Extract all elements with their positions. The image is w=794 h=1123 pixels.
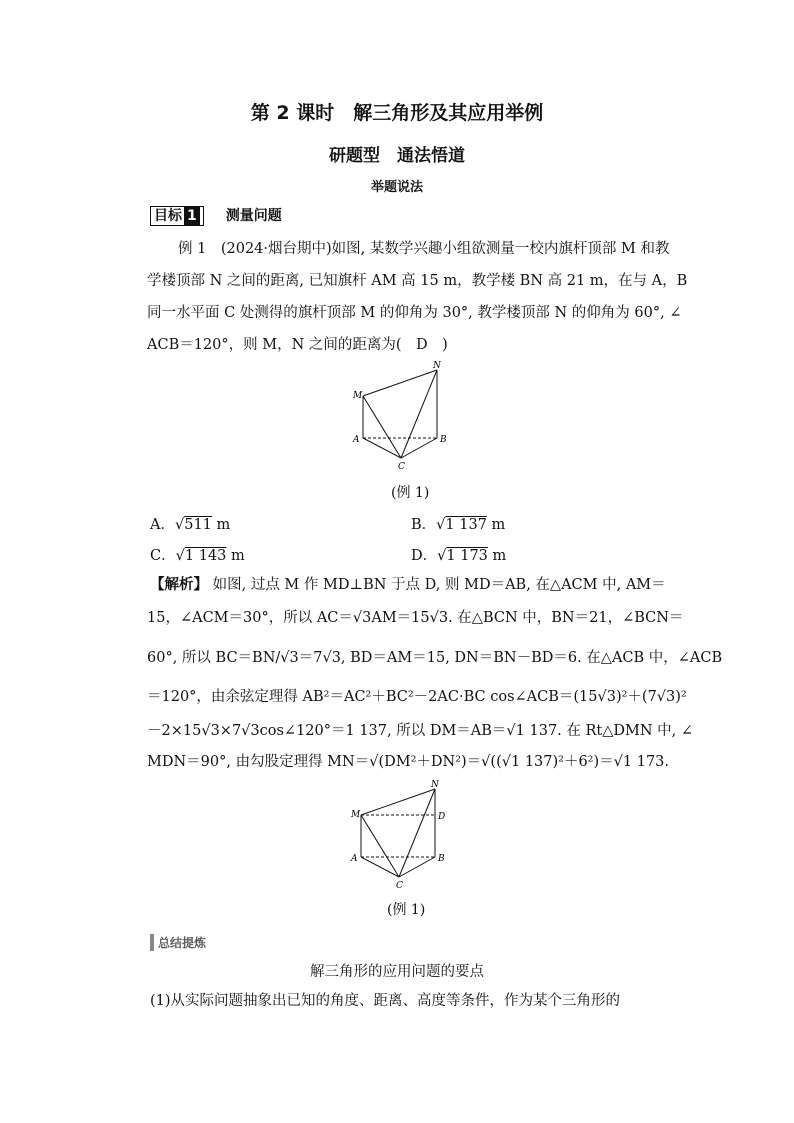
target-badge: 目标 1 [150, 206, 204, 226]
summary-tag: 总结提炼 [150, 934, 206, 951]
solution-line-4: ＝120°，由余弦定理得 AB²＝AC²＋BC²－2AC·BC cos∠ACB＝(15√3)²＋(7√3)² [147, 689, 687, 705]
label-A: A [351, 854, 358, 864]
geometry-figure-2 [343, 779, 453, 891]
figure-1-caption: (例 1) [391, 485, 430, 501]
solution-line-3: 60°, 所以 BC＝BN/√3＝7√3, BD＝AM＝15, DN＝BN－BD＝6. 在△ACB 中，∠ACB [147, 650, 723, 666]
option-c[interactable]: C．√1 143 m [150, 548, 245, 564]
figure-2-caption: (例 1) [387, 902, 426, 918]
example-line-4: ACB＝120°，则 M，N 之间的距离为( D ) [147, 337, 448, 353]
label-B: B [440, 435, 447, 445]
summary-item-1: (1)从实际问题抽象出已知的角度、距离、高度等条件，作为某个三角形的 [150, 993, 621, 1009]
page-title: 第 2 课时 解三角形及其应用举例 [250, 102, 544, 124]
solution-line-5: －2×15√3×7√3cos∠120°＝1 137, 所以 DM＝AB＝√1 137. 在 Rt△DMN 中, ∠ [147, 723, 694, 739]
label-M: M [353, 391, 363, 401]
section-heading: 举题说法 [370, 180, 423, 195]
option-b[interactable]: B．√1 137 m [411, 517, 506, 533]
label-C: C [398, 462, 405, 472]
solution-line-1: 【解析】 如图, 过点 M 作 MD⊥BN 于点 D, 则 MD＝AB, 在△ACM 中, AM＝ [150, 576, 666, 593]
solution-line-2: 15，∠ACM＝30°，所以 AC＝√3AM＝15√3. 在△BCN 中，BN＝21，∠BCN＝ [147, 610, 684, 626]
label-N: N [433, 361, 441, 371]
label-N: N [431, 780, 439, 790]
example-line-1: 例 1 (2024·烟台期中)如图, 某数学兴趣小组欲测量一校内旗杆顶部 M 和教 [178, 241, 670, 257]
target-heading [150, 205, 282, 226]
solution-line-6: MDN＝90°, 由勾股定理得 MN＝√(DM²＋DN²)＝√((√1 137)²＋6²)＝√1 173. [147, 754, 670, 770]
label-B: B [438, 854, 445, 864]
example-line-2: 学楼顶部 N 之间的距离, 已知旗杆 AM 高 15 m，教学楼 BN 高 21 m，在与 A，B [147, 273, 688, 289]
summary-title: 解三角形的应用问题的要点 [310, 964, 484, 980]
option-a[interactable]: A．√511 m [150, 517, 231, 533]
solution-tag: 【解析】 [150, 576, 208, 593]
geometry-figure-1 [345, 360, 455, 472]
label-A: A [353, 435, 360, 445]
target-label: 测量问题 [225, 208, 282, 224]
option-d[interactable]: D．√1 173 m [411, 548, 507, 564]
label-C: C [396, 881, 403, 891]
label-D: D [438, 812, 446, 822]
label-M: M [351, 810, 361, 820]
example-line-3: 同一水平面 C 处测得的旗杆顶部 M 的仰角为 30°, 教学楼顶部 N 的仰角为 60°, ∠ [147, 305, 682, 321]
page-subtitle: 研题型 通法悟道 [329, 146, 465, 166]
